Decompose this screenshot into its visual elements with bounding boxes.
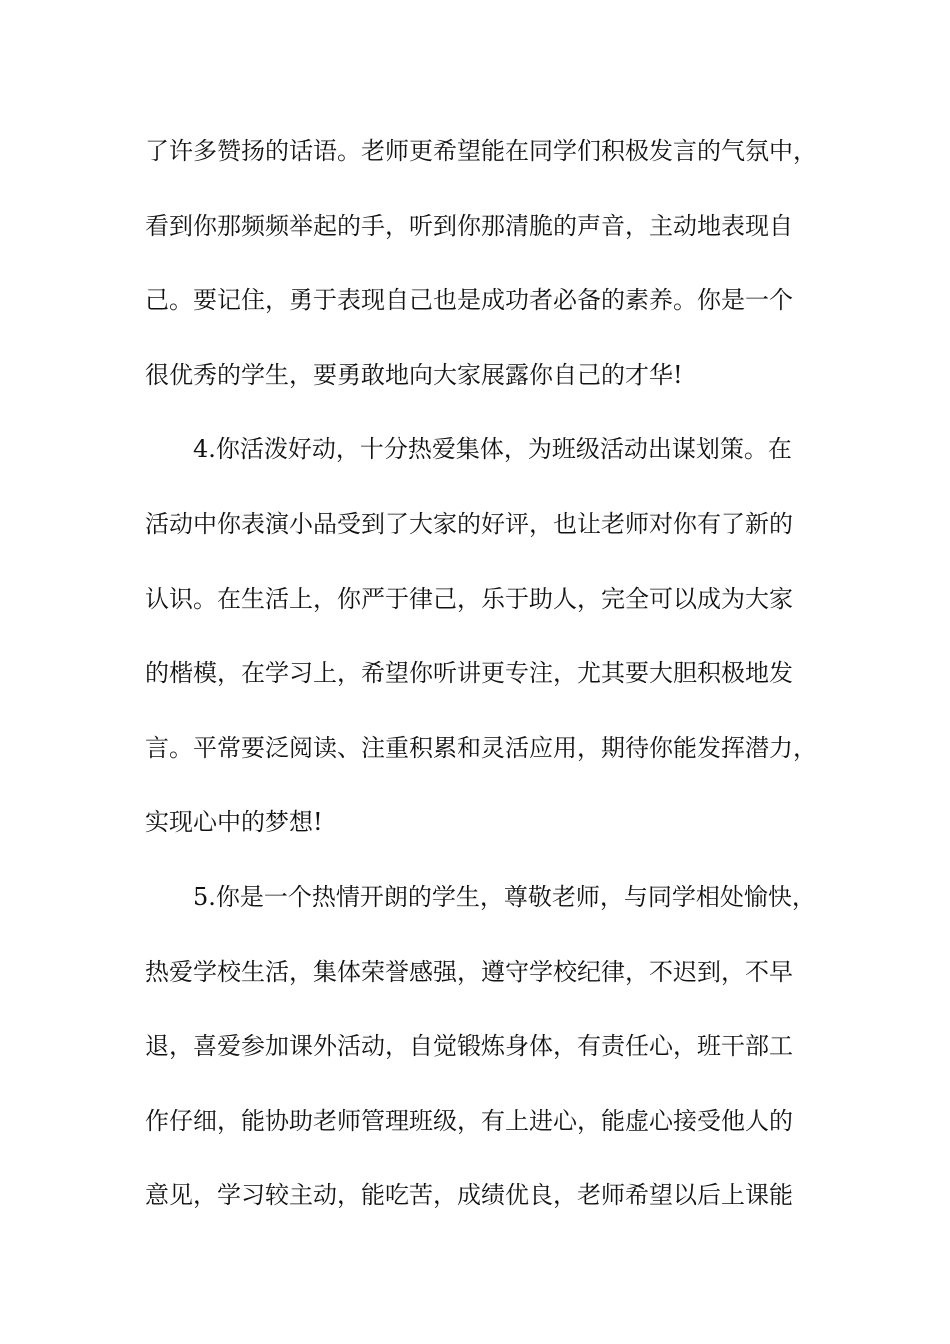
text-line: 看到你那频频举起的手，听到你那清脆的声音，主动地表现自 [145,211,793,240]
text-line: 热爱学校生活，集体荣誉感强，遵守学校纪律，不迟到，不早 [145,957,793,986]
text-line: 活动中你表演小品受到了大家的好评，也让老师对你有了新的 [145,509,793,538]
document-body [145,127,817,1246]
paragraph-start-line: 5.你是一个热情开朗的学生，尊敬老师，与同学相处愉快， [193,882,816,911]
text-line: 认识。在生活上，你严于律己，乐于助人，完全可以成为大家 [145,584,793,613]
paragraph-start-line: 4.你活泼好动，十分热爱集体，为班级活动出谋划策。在 [193,435,792,464]
text-line: 己。要记住，勇于表现自己也是成功者必备的素养。你是一个 [145,286,793,315]
text-line: 作仔细，能协助老师管理班级，有上进心，能虚心接受他人的 [145,1106,793,1135]
text-line: 了许多赞扬的话语。老师更希望能在同学们积极发言的气氛中， [145,137,817,165]
text-line: 的楷模，在学习上，希望你听讲更专注，尤其要大胆积极地发 [145,659,793,688]
text-line: 很优秀的学生，要勇敢地向大家展露你自己的才华! [145,360,683,389]
text-line: 退，喜爱参加课外活动，自觉锻炼身体，有责任心，班干部工 [145,1032,793,1061]
text-line: 实现心中的梦想! [145,808,323,837]
text-line: 言。平常要泛阅读、注重积累和灵活应用，期待你能发挥潜力， [145,733,817,762]
text-line: 意见，学习较主动，能吃苦，成绩优良，老师希望以后上课能 [145,1181,793,1210]
